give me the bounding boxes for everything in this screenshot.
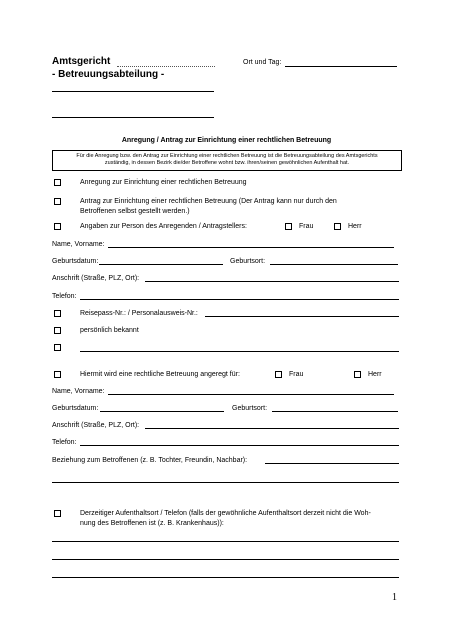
residence-field-3[interactable] xyxy=(52,577,399,578)
notice-line-1: Für die Anregung bzw. den Antrag zur Einrichtung einer rechtlichen Betreuung ist die Betreuungsabteilung des Amtsgerichts xyxy=(76,153,378,159)
application-label-2: Betroffenen selbst gestellt werden.) xyxy=(80,208,190,215)
suggestion-label: Anregung zur Einrichtung einer rechtlichen Betreuung xyxy=(80,179,247,186)
passport-field[interactable] xyxy=(205,316,399,317)
person-birthplace-label: Geburtsort: xyxy=(232,405,268,412)
applicant-male-label: Herr xyxy=(348,223,362,230)
person-female-checkbox[interactable] xyxy=(275,371,282,378)
proposal-label: Hiermit wird eine rechtliche Betreuung angeregt für: xyxy=(80,371,240,378)
applicant-phone-field[interactable] xyxy=(80,299,399,300)
court-address-line-2[interactable] xyxy=(52,117,214,118)
applicant-address-field[interactable] xyxy=(145,281,399,282)
notice-line-2: zuständig, in dessen Bezirk die/der Betroffene wohnt bzw. ihren/seinen gewöhnlichen Aufenthalt hat. xyxy=(104,160,350,166)
court-label: Amtsgericht xyxy=(52,56,111,67)
person-female-label: Frau xyxy=(289,371,304,378)
applicant-address-label: Anschrift (Straße, PLZ, Ort): xyxy=(52,275,140,282)
person-male-checkbox[interactable] xyxy=(354,371,361,378)
other-checkbox[interactable] xyxy=(54,344,61,351)
person-birthplace-field[interactable] xyxy=(272,411,398,412)
applicant-birthdate-label: Geburtsdatum: xyxy=(52,258,99,265)
residence-checkbox[interactable] xyxy=(54,510,61,517)
form-title: Anregung / Antrag zur Einrichtung einer rechtlichen Betreuung xyxy=(121,137,332,144)
person-name-label: Name, Vorname: xyxy=(52,388,105,395)
person-birthdate-label: Geburtsdatum: xyxy=(52,405,99,412)
page-number: 1 xyxy=(392,592,397,603)
proposal-checkbox[interactable] xyxy=(54,371,61,378)
department-label: - Betreuungsabteilung - xyxy=(52,69,165,80)
court-address-line-1[interactable] xyxy=(52,91,214,92)
court-name-line[interactable] xyxy=(117,66,215,67)
applicant-birthdate-field[interactable] xyxy=(99,264,223,265)
place-date-line[interactable] xyxy=(285,66,397,67)
known-personally-label: persönlich bekannt xyxy=(80,327,139,334)
application-checkbox[interactable] xyxy=(54,198,61,205)
residence-label-2: nung des Betroffenen ist (z. B. Krankenhaus)): xyxy=(80,520,224,527)
applicant-name-label: Name, Vorname: xyxy=(52,241,105,248)
person-phone-label: Telefon: xyxy=(52,439,77,446)
application-label-1: Antrag zur Einrichtung einer rechtlichen Betreuung (Der Antrag kann nur durch den xyxy=(80,198,337,205)
applicant-phone-label: Telefon: xyxy=(52,293,77,300)
applicant-female-label: Frau xyxy=(299,223,314,230)
passport-label: Reisepass-Nr.: / Personalausweis-Nr.: xyxy=(80,310,198,317)
person-relation-field[interactable] xyxy=(265,463,399,464)
applicant-info-label: Angaben zur Person des Anregenden / Antragstellers: xyxy=(80,223,247,230)
residence-label-1: Derzeitiger Aufenthaltsort / Telefon (falls der gewöhnliche Aufenthaltsort derzeit nicht die Woh- xyxy=(80,510,371,517)
person-relation-field-2[interactable] xyxy=(52,482,399,483)
person-male-label: Herr xyxy=(368,371,382,378)
person-birthdate-field[interactable] xyxy=(100,411,224,412)
person-relation-label: Beziehung zum Betroffenen (z. B. Tochter, Freundin, Nachbar): xyxy=(52,457,248,464)
person-address-label: Anschrift (Straße, PLZ, Ort): xyxy=(52,422,140,429)
applicant-info-checkbox[interactable] xyxy=(54,223,61,230)
other-field[interactable] xyxy=(80,351,399,352)
applicant-female-checkbox[interactable] xyxy=(285,223,292,230)
known-personally-checkbox[interactable] xyxy=(54,327,61,334)
applicant-birthplace-label: Geburtsort: xyxy=(230,258,266,265)
person-name-field[interactable] xyxy=(108,394,394,395)
residence-field-2[interactable] xyxy=(52,559,399,560)
person-phone-field[interactable] xyxy=(80,445,399,446)
applicant-birthplace-field[interactable] xyxy=(270,264,398,265)
suggestion-checkbox[interactable] xyxy=(54,179,61,186)
passport-checkbox[interactable] xyxy=(54,310,61,317)
place-date-label: Ort und Tag: xyxy=(243,59,282,66)
notice-box xyxy=(52,150,402,171)
person-address-field[interactable] xyxy=(145,428,399,429)
applicant-male-checkbox[interactable] xyxy=(334,223,341,230)
residence-field-1[interactable] xyxy=(52,541,399,542)
applicant-name-field[interactable] xyxy=(108,247,394,248)
